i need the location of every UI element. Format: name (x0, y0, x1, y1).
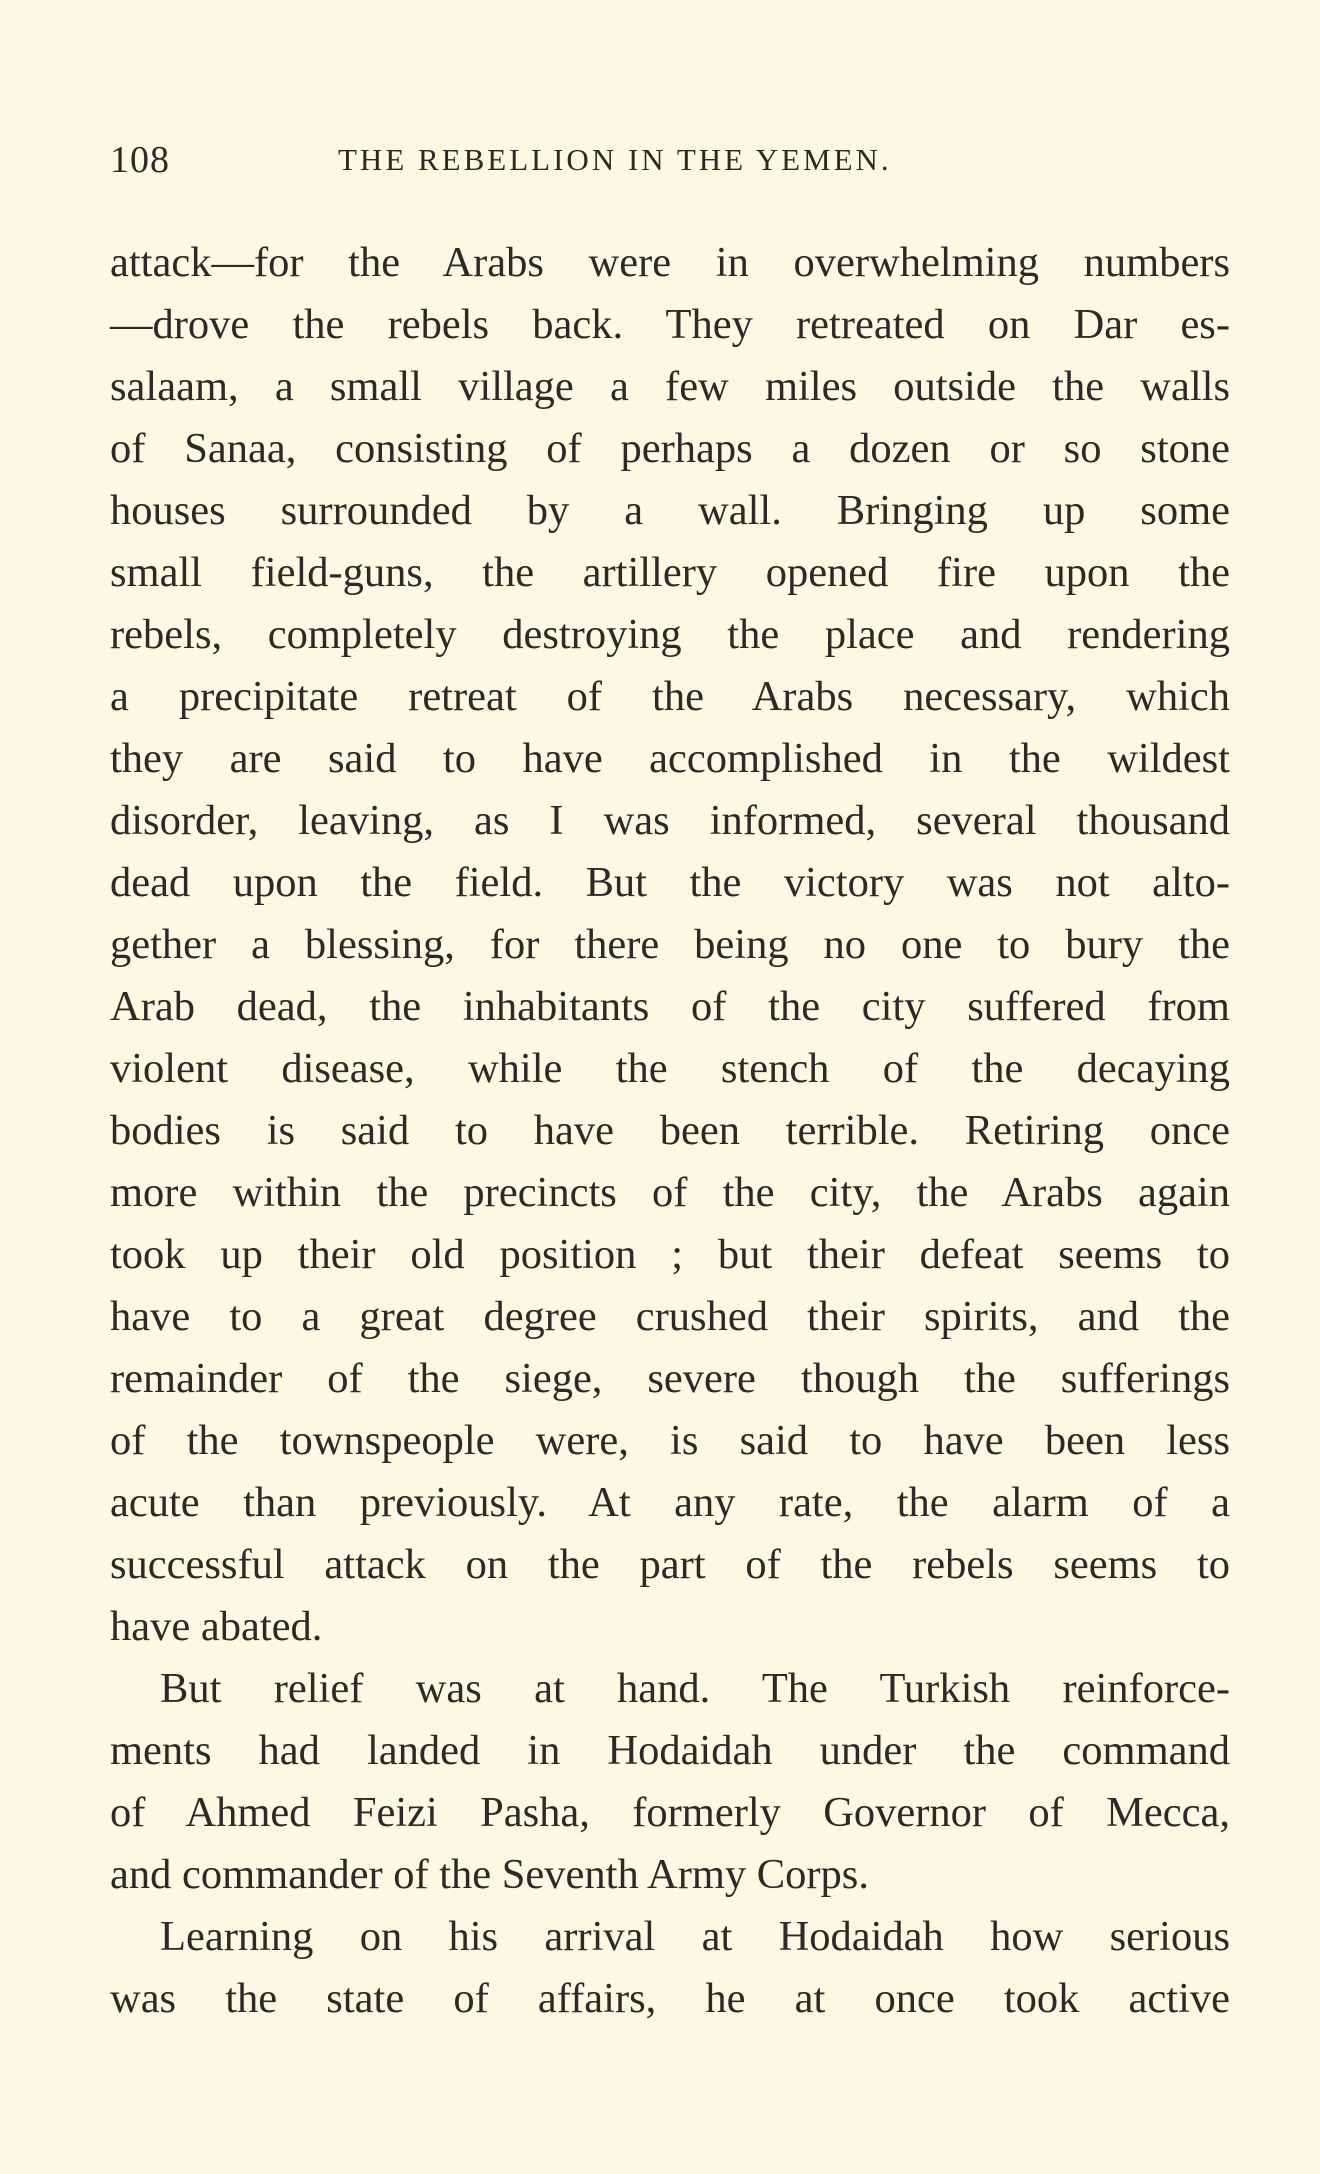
text-line: houses surrounded by a wall. Bringing up some (110, 487, 1230, 534)
text-line: attack—for the Arabs were in overwhelming numbers (110, 239, 1230, 286)
text-line: they are said to have accomplished in the wildest (110, 735, 1230, 782)
text-line: acute than previously. At any rate, the alarm of a (110, 1479, 1230, 1526)
text-line: a precipitate retreat of the Arabs necessary, which (110, 673, 1230, 720)
text-line: small field-guns, the artillery opened fire upon the (110, 549, 1230, 596)
text-line: dead upon the field. But the victory was not alto- (110, 859, 1230, 906)
text-line: gether a blessing, for there being no one to bury the (110, 921, 1230, 968)
text-line: disorder, leaving, as I was informed, several thousand (110, 797, 1230, 844)
text-line: violent disease, while the stench of the decaying (110, 1045, 1230, 1092)
text-line: successful attack on the part of the rebels seems to (110, 1541, 1230, 1588)
text-line: Arab dead, the inhabitants of the city suffered from (110, 983, 1230, 1030)
text-line: took up their old position ; but their defeat seems to (110, 1231, 1230, 1278)
running-title: THE REBELLION IN THE YEMEN. (338, 142, 892, 177)
text-line: more within the precincts of the city, the Arabs again (110, 1169, 1230, 1216)
paragraph (110, 1906, 1230, 2030)
text-line: —drove the rebels back. They retreated on Dar es- (110, 301, 1230, 348)
text-line: rebels, completely destroying the place and rendering (110, 611, 1230, 658)
body-text (110, 232, 1230, 2030)
text-line: of Sanaa, consisting of perhaps a dozen or so stone (110, 425, 1230, 472)
text-line: was the state of affairs, he at once took active (110, 1975, 1230, 2022)
text-line: remainder of the siege, severe though the sufferings (110, 1355, 1230, 1402)
text-line: Learning on his arrival at Hodaidah how serious (160, 1913, 1230, 1960)
text-line: have to a great degree crushed their spirits, and the (110, 1293, 1230, 1340)
text-line: have abated. (110, 1603, 323, 1650)
text-line: bodies is said to have been terrible. Retiring once (110, 1107, 1230, 1154)
paragraph (110, 232, 1230, 1658)
text-line: But relief was at hand. The Turkish reinforce- (160, 1665, 1230, 1712)
paragraph (110, 1658, 1230, 1906)
text-line: ments had landed in Hodaidah under the command (110, 1727, 1230, 1774)
text-line: and commander of the Seventh Army Corps. (110, 1851, 869, 1898)
running-head (110, 138, 1230, 188)
text-line: of the townspeople were, is said to have been less (110, 1417, 1230, 1464)
text-line: salaam, a small village a few miles outside the walls (110, 363, 1230, 410)
page-number: 108 (110, 139, 170, 181)
text-line: of Ahmed Feizi Pasha, formerly Governor of Mecca, (110, 1789, 1230, 1836)
